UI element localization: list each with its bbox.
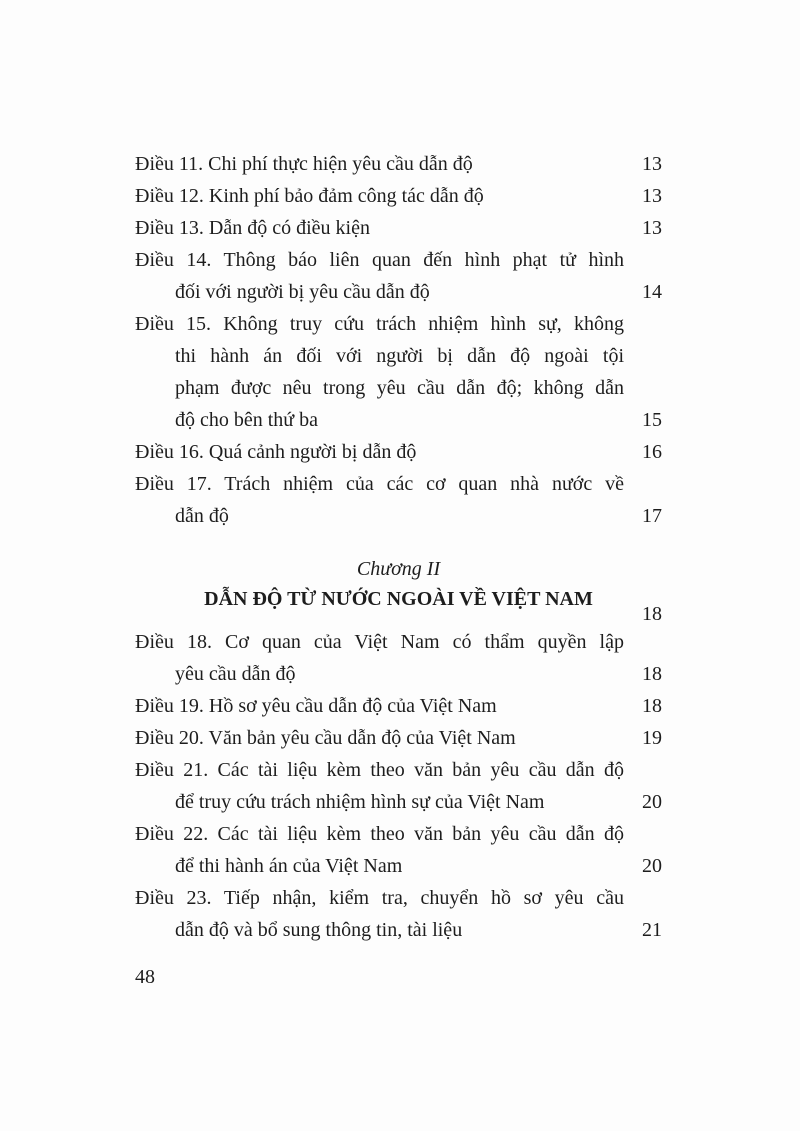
toc-entry-dieu-15 [135, 308, 662, 436]
toc-entry-text: Điều 15. Không truy cứu trách nhiệm hình sự, không thi hành án đối với người bị dẫn độ ngoài tội phạm được nêu trong yêu cầu dẫn độ; không dẫn độ cho bên thứ ba [135, 313, 624, 431]
toc-entry-dieu-13 [135, 212, 662, 244]
table-of-contents [135, 148, 662, 946]
toc-entry-page: 13 [642, 185, 662, 207]
toc-entry-page: 19 [642, 727, 662, 749]
toc-entry-dieu-21 [135, 754, 662, 818]
toc-entry-text: Điều 17. Trách nhiệm của các cơ quan nhà nước về dẫn độ [135, 473, 624, 527]
toc-entry-text: Điều 14. Thông báo liên quan đến hình phạt tử hình đối với người bị yêu cầu dẫn độ [135, 249, 624, 303]
toc-entry-text: Điều 16. Quá cảnh người bị dẫn độ [135, 441, 417, 463]
toc-entry-page: 13 [642, 153, 662, 175]
toc-entry-page: 20 [642, 791, 662, 813]
chapter-title: DẪN ĐỘ TỪ NƯỚC NGOÀI VỀ VIỆT NAM [204, 588, 593, 610]
toc-entry-text: Điều 11. Chi phí thực hiện yêu cầu dẫn độ [135, 153, 473, 175]
toc-entry-dieu-22 [135, 818, 662, 882]
chapter-page: 18 [642, 603, 662, 625]
toc-entry-page: 18 [642, 663, 662, 685]
toc-entry-text: Điều 22. Các tài liệu kèm theo văn bản yêu cầu dẫn độ để thi hành án của Việt Nam [135, 823, 624, 877]
toc-entry-text: Điều 12. Kinh phí bảo đảm công tác dẫn độ [135, 185, 484, 207]
toc-entry-page: 13 [642, 217, 662, 239]
toc-entry-page: 20 [642, 855, 662, 877]
toc-entry-page: 14 [642, 281, 662, 303]
toc-entry-page: 21 [642, 919, 662, 941]
toc-entry-text: Điều 13. Dẫn độ có điều kiện [135, 217, 370, 239]
page-number: 48 [135, 966, 155, 988]
toc-entry-dieu-19 [135, 690, 662, 722]
toc-entry-dieu-18 [135, 626, 662, 690]
toc-entry-page: 15 [642, 409, 662, 431]
toc-entry-dieu-12 [135, 180, 662, 212]
toc-entry-text: Điều 21. Các tài liệu kèm theo văn bản yêu cầu dẫn độ để truy cứu trách nhiệm hình sự của Việt Nam [135, 759, 624, 813]
toc-entry-text: Điều 18. Cơ quan của Việt Nam có thẩm quyền lập yêu cầu dẫn độ [135, 631, 624, 685]
chapter-label: Chương II [356, 558, 441, 580]
toc-entry-dieu-16 [135, 436, 662, 468]
toc-entry-page: 18 [642, 695, 662, 717]
toc-entry-page: 16 [642, 441, 662, 463]
toc-entry-dieu-17 [135, 468, 662, 532]
toc-entry-dieu-11 [135, 148, 662, 180]
toc-entry-dieu-23 [135, 882, 662, 946]
toc-entry-text: Điều 20. Văn bản yêu cầu dẫn độ của Việt Nam [135, 727, 516, 749]
toc-entry-dieu-20 [135, 722, 662, 754]
chapter-heading [135, 554, 662, 625]
toc-entry-text: Điều 19. Hồ sơ yêu cầu dẫn độ của Việt Nam [135, 695, 497, 717]
toc-entry-page: 17 [642, 505, 662, 527]
toc-entry-dieu-14 [135, 244, 662, 308]
toc-entry-text: Điều 23. Tiếp nhận, kiểm tra, chuyển hồ sơ yêu cầu dẫn độ và bổ sung thông tin, tài liệu [135, 887, 624, 941]
